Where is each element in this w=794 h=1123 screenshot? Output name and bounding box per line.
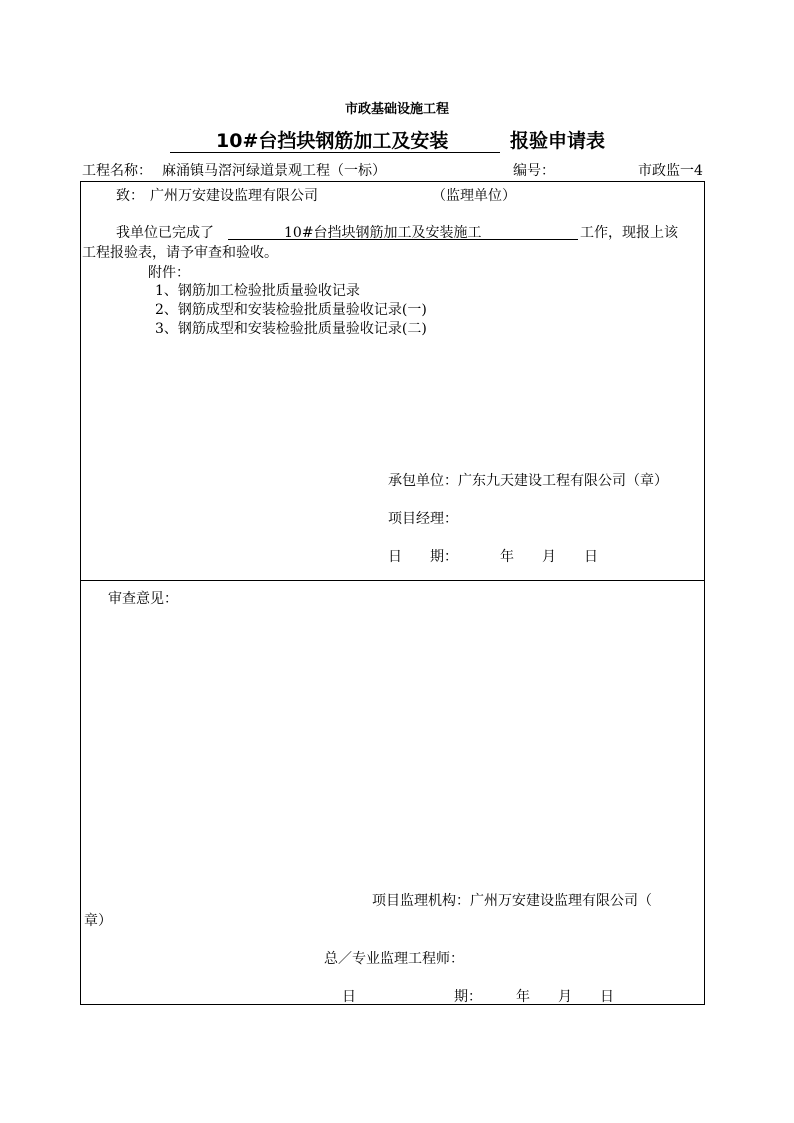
statement-lead: 我单位已完成了 xyxy=(116,225,214,241)
attachments-label: 附件： xyxy=(148,265,190,281)
addressee-prefix: 致： xyxy=(116,188,144,204)
project-manager-label: 项目经理： xyxy=(388,511,458,527)
work-name: 10#台挡块钢筋加工及安装施工 xyxy=(284,225,482,241)
form-number-label: 编号： xyxy=(513,163,555,179)
section-divider xyxy=(80,580,705,581)
addressee-value: 广州万安建设监理有限公司 xyxy=(150,188,318,204)
supervising-engineer-label: 总／专业监理工程师： xyxy=(324,951,464,967)
project-name-value: 麻涌镇马滘河绿道景观工程（一标） xyxy=(162,163,386,179)
application-date-label: 日 期： xyxy=(388,549,458,565)
addressee-suffix: （监理单位） xyxy=(432,188,516,204)
attachment-item: 1、钢筋加工检验批质量验收记录 xyxy=(155,283,360,299)
contractor-signature: 承包单位：广东九天建设工程有限公司（章） xyxy=(388,473,668,489)
statement-end: 工程报验表，请予审查和验收。 xyxy=(82,245,278,261)
form-title-subject: 10#台挡块钢筋加工及安装 xyxy=(216,130,449,152)
supervision-org-signature: 项目监理机构：广州万安建设监理有限公司（ xyxy=(372,893,652,909)
project-name-label: 工程名称： xyxy=(82,163,152,179)
org-heading: 市政基础设施工程 xyxy=(344,102,449,117)
statement-middle: 工作，现报上该 xyxy=(580,225,678,241)
review-date-label: 日 期： xyxy=(342,989,482,1005)
application-date-fields: 年 月 日 xyxy=(500,549,598,565)
form-number-value: 市政监一4 xyxy=(638,163,703,179)
attachment-item: 2、钢筋成型和安装检验批质量验收记录(一) xyxy=(155,302,427,318)
supervision-org-seal: 章） xyxy=(84,913,112,929)
form-title-suffix: 报验申请表 xyxy=(510,130,606,152)
review-date-fields: 年 月 日 xyxy=(516,989,614,1005)
attachment-item: 3、钢筋成型和安装检验批质量验收记录(二) xyxy=(155,321,427,337)
review-opinion-label: 审查意见： xyxy=(108,591,178,607)
